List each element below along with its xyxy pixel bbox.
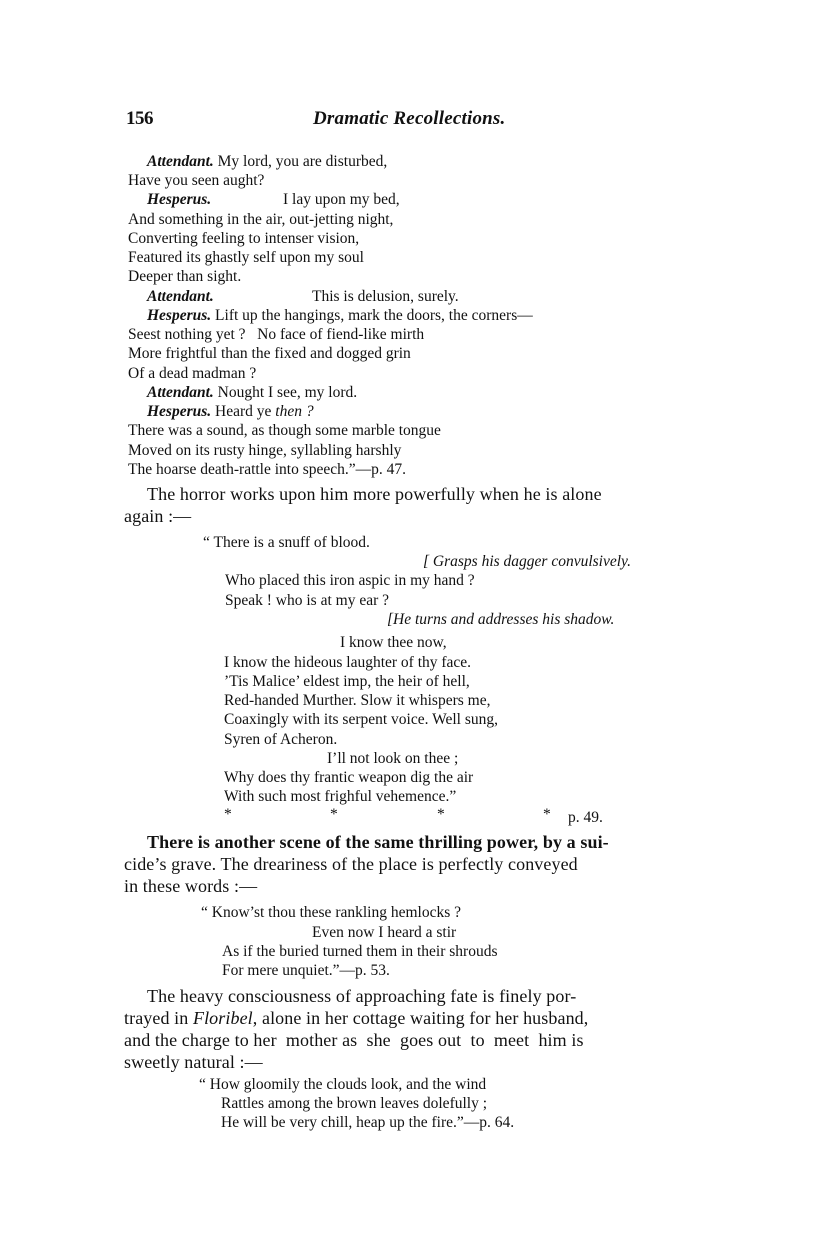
- dialogue-line: And something in the air, out-jetting night,: [128, 211, 394, 228]
- dialogue-line: Hesperus. Lift up the hangings, mark the doors, the corners—: [147, 307, 533, 324]
- quote-line: “ Know’st thou these rankling hemlocks ?: [201, 904, 462, 921]
- quote-line: Rattles among the brown leaves dolefully ;: [221, 1095, 488, 1112]
- quote-line: With such most frighful vehemence.”: [224, 788, 457, 805]
- paragraph-line: in these words :—: [124, 876, 258, 896]
- quote-line: I’ll not look on thee ;: [327, 750, 459, 767]
- paragraph-line: The horror works upon him more powerfully when he is alone: [147, 484, 602, 504]
- star-icon: *: [543, 806, 551, 823]
- quote-line: As if the buried turned them in their shrouds: [222, 943, 498, 960]
- paragraph-line: sweetly natural :—: [124, 1052, 263, 1072]
- star-icon: *: [224, 806, 232, 823]
- dialogue-line: There was a sound, as though some marble tongue: [128, 422, 441, 439]
- dialogue-line: Moved on its rusty hinge, syllabling harshly: [128, 442, 402, 459]
- dialogue-line-text: This is delusion, surely.: [312, 288, 459, 305]
- quote-line: Syren of Acheron.: [224, 731, 338, 748]
- quote-line: “ There is a snuff of blood.: [203, 534, 370, 551]
- dialogue-line: Attendant. Nought I see, my lord.: [147, 384, 358, 401]
- quote-line: Even now I heard a stir: [312, 924, 457, 941]
- paragraph-line: and the charge to her mother as she goes out to meet him is: [124, 1030, 584, 1050]
- dialogue-line: More frightful than the fixed and dogged grin: [128, 345, 411, 362]
- quote-line: Red-handed Murther. Slow it whispers me,: [224, 692, 491, 709]
- quote-line: He will be very chill, heap up the fire.”—p. 64.: [221, 1114, 515, 1131]
- page-citation: p. 49.: [568, 809, 603, 826]
- speaker-name: Hesperus.: [147, 403, 212, 420]
- dialogue-line: Attendant. My lord, you are disturbed,: [147, 153, 388, 170]
- play-title: Floribel: [192, 1008, 253, 1028]
- dialogue-line: Deeper than sight.: [128, 268, 242, 285]
- quote-line: I know thee now,: [340, 634, 447, 651]
- dialogue-line: The hoarse death-rattle into speech.”—p. 47.: [128, 461, 407, 478]
- stage-direction: [ Grasps his dagger convulsively.: [423, 553, 631, 570]
- speaker-name: Attendant.: [147, 384, 214, 401]
- paragraph-line: The heavy consciousness of approaching fate is finely por-: [147, 986, 577, 1006]
- paragraph-line: trayed in Floribel, alone in her cottage waiting for her husband,: [124, 1008, 589, 1028]
- dialogue-line: Hesperus. Heard ye then ?: [147, 403, 314, 420]
- speaker-name: Hesperus.: [147, 307, 212, 324]
- dialogue-line: [147, 287, 214, 306]
- dialogue-line: Seest nothing yet ? No face of fiend-like mirth: [128, 326, 425, 343]
- paragraph-line: again :—: [124, 506, 192, 526]
- dialogue-line: [147, 190, 211, 209]
- running-title: Dramatic Recollections.: [313, 108, 506, 129]
- speaker-name: Attendant.: [147, 288, 214, 305]
- stage-direction: [He turns and addresses his shadow.: [387, 611, 615, 628]
- speaker-name: Hesperus.: [147, 191, 212, 208]
- paragraph-line: There is another scene of the same thrilling power, by a sui-: [147, 832, 609, 852]
- quote-line: Why does thy frantic weapon dig the air: [224, 769, 474, 786]
- quote-line: For mere unquiet.”—p. 53.: [222, 962, 390, 979]
- dialogue-line: Converting feeling to intenser vision,: [128, 230, 360, 247]
- dialogue-line: Of a dead madman ?: [128, 365, 257, 382]
- star-icon: *: [330, 806, 338, 823]
- quote-line: ’Tis Malice’ eldest imp, the heir of hell,: [224, 673, 470, 690]
- ellipsis-stars: [0, 806, 815, 828]
- dialogue-line: Have you seen aught?: [128, 172, 265, 189]
- dialogue-line-text: I lay upon my bed,: [283, 191, 400, 208]
- quote-line: Speak ! who is at my ear ?: [225, 592, 389, 609]
- star-icon: *: [437, 806, 445, 823]
- speaker-name: Attendant.: [147, 153, 214, 170]
- paragraph-line: cide’s grave. The dreariness of the place is perfectly conveyed: [124, 854, 578, 874]
- quote-line: Coaxingly with its serpent voice. Well sung,: [224, 711, 498, 728]
- quote-line: I know the hideous laughter of thy face.: [224, 654, 472, 671]
- quote-line: Who placed this iron aspic in my hand ?: [225, 572, 475, 589]
- page-number: 156: [126, 108, 153, 129]
- dialogue-line: Featured its ghastly self upon my soul: [128, 249, 364, 266]
- quote-line: “ How gloomily the clouds look, and the wind: [199, 1076, 487, 1093]
